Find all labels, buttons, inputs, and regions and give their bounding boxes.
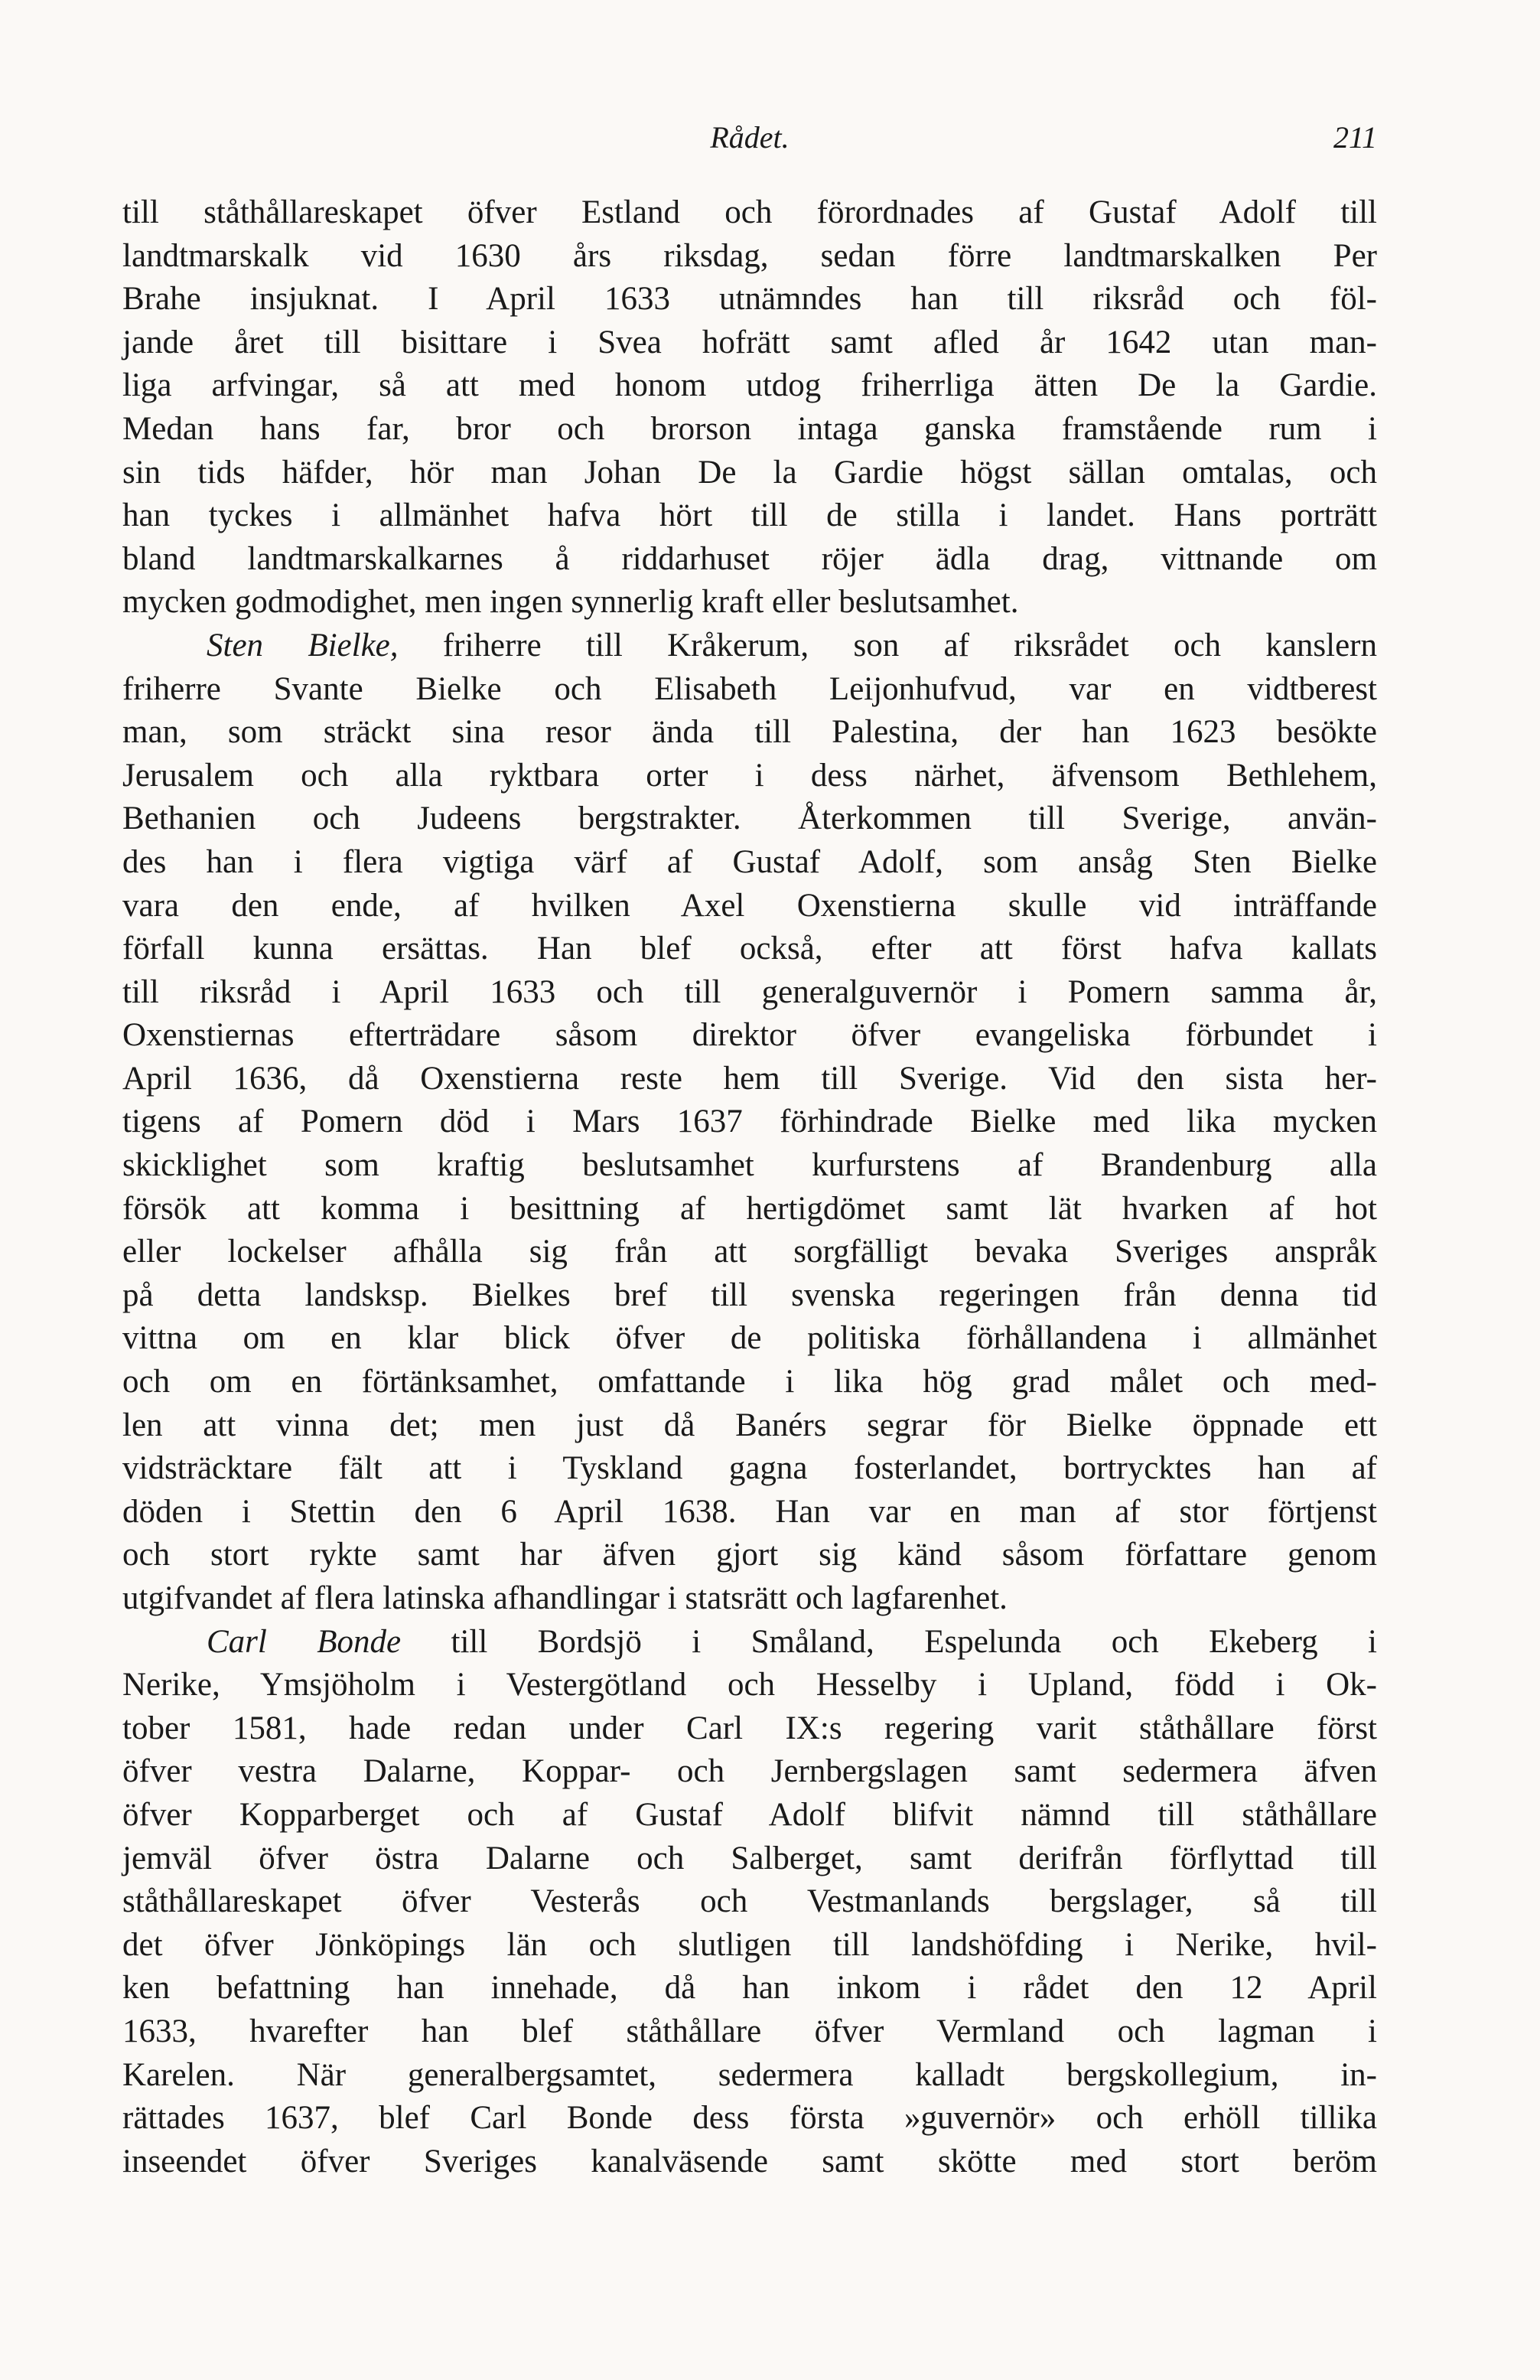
text-line: Medan hans far, bror och brorson intaga ganska framstående rum i (122, 410, 1377, 447)
paragraph-start-line (122, 624, 1377, 668)
name-sten-bielke: Sten Bielke, (207, 627, 399, 663)
page-number: 211 (1333, 120, 1377, 155)
text-line: friherre Svante Bielke och Elisabeth Leijonhufvud, var en vidtberest (122, 670, 1377, 707)
text-line: rättades 1637, blef Carl Bonde dess första »guvernör» och erhöll tillika (122, 2100, 1377, 2137)
text-line: inseendet öfver Sveriges kanalväsende samt skötte med stort beröm (122, 2143, 1377, 2179)
running-head (122, 115, 1377, 161)
text-line: liga arfvingar, så att med honom utdog friherrliga ätten De la Gardie. (122, 367, 1377, 404)
text-line: bland landtmarskalkarnes å riddarhuset röjer ädla drag, vittnande om (122, 540, 1377, 577)
text-line: vidsträcktare fält att i Tyskland gagna fosterlandet, bortrycktes han af (122, 1450, 1377, 1487)
text-fragment: friherre till Kråkerum, son af riksrådet och kanslern (398, 627, 1378, 663)
text-line: jemväl öfver östra Dalarne och Salberget, samt derifrån förflyttad till (122, 1840, 1377, 1876)
text-line: döden i Stettin den 6 April 1638. Han var en man af stor förtjenst (122, 1493, 1377, 1530)
text-line: Brahe insjuknat. I April 1633 utnämndes han till riksråd och föl- (122, 281, 1377, 318)
text-line: till ståthållareskapet öfver Estland och förordnades af Gustaf Adolf till (122, 194, 1377, 230)
text-line: vara den ende, af hvilken Axel Oxenstierna skulle vid inträffande (122, 887, 1377, 924)
text-line: jande året till bisittare i Svea hofrätt samt afled år 1642 utan man- (122, 324, 1377, 360)
text-line: öfver vestra Dalarne, Koppar- och Jernbergslagen samt sedermera äfven (122, 1753, 1377, 1790)
text-line: Bethanien och Judeens bergstrakter. Återkommen till Sverige, använ- (122, 800, 1377, 837)
text-line: Oxenstiernas efterträdare såsom direktor öfver evangeliska förbundet i (122, 1017, 1377, 1054)
text-line: utgifvandet af flera latinska afhandlingar i statsrätt och lagfarenhet. (122, 1580, 1008, 1616)
text-line: tober 1581, hade redan under Carl IX:s regering varit ståthållare först (122, 1710, 1377, 1746)
text-line: till riksråd i April 1633 och till generalguvernör i Pomern samma år, (122, 973, 1377, 1010)
text-line: len att vinna det; men just då Banérs segrar för Bielke öppnade ett (122, 1407, 1377, 1443)
text-line: tigens af Pomern död i Mars 1637 förhindrade Bielke med lika mycken (122, 1104, 1377, 1140)
text-line: man, som sträckt sina resor ända till Palestina, der han 1623 besökte (122, 714, 1377, 751)
text-line: Nerike, Ymsjöholm i Vestergötland och Hesselby i Upland, född i Ok- (122, 1667, 1377, 1703)
running-title: Rådet. (710, 120, 790, 155)
text-line: öfver Kopparberget och af Gustaf Adolf blifvit nämnd till ståthållare (122, 1796, 1377, 1833)
text-line: ken befattning han innehade, då han inkom i rådet den 12 April (122, 1970, 1377, 2007)
text-line: han tyckes i allmänhet hafva hört till de stilla i landet. Hans porträtt (122, 497, 1377, 534)
name-carl-bonde: Carl Bonde (207, 1623, 402, 1660)
text-line: mycken godmodighet, men ingen synnerlig kraft eller beslutsamhet. (122, 584, 1019, 621)
body-text (122, 191, 1377, 2183)
text-line: vittna om en klar blick öfver de politiska förhållandena i allmänhet (122, 1320, 1377, 1357)
text-line: landtmarskalk vid 1630 års riksdag, sedan förre landtmarskalken Per (122, 237, 1377, 274)
text-line: ståthållareskapet öfver Vesterås och Vestmanlands bergslager, så till (122, 1883, 1377, 1920)
text-line: och stort rykte samt har äfven gjort sig känd såsom författare genom (122, 1537, 1377, 1573)
text-line: och om en förtänksamhet, omfattande i lika hög grad målet och med- (122, 1364, 1377, 1400)
text-line: Jerusalem och alla ryktbara orter i dess närhet, äfvensom Bethlehem, (122, 757, 1377, 794)
paragraph-start-line (122, 1621, 1377, 1664)
text-line: 1633, hvarefter han blef ståthållare öfver Vermland och lagman i (122, 2013, 1377, 2049)
text-fragment: till Bordsjö i Småland, Espelunda och Ekeberg i (401, 1623, 1377, 1660)
text-line: des han i flera vigtiga värf af Gustaf Adolf, som ansåg Sten Bielke (122, 843, 1377, 880)
text-line: Karelen. När generalbergsamtet, sedermera kalladt bergskollegium, in- (122, 2056, 1377, 2093)
text-line: försök att komma i besittning af hertigdömet samt lät hvarken af hot (122, 1190, 1377, 1227)
text-line: det öfver Jönköpings län och slutligen till landshöfding i Nerike, hvil- (122, 1926, 1377, 1963)
text-line: skicklighet som kraftig beslutsamhet kurfurstens af Brandenburg alla (122, 1147, 1377, 1184)
text-line: eller lockelser afhålla sig från att sorgfälligt bevaka Sveriges anspråk (122, 1234, 1377, 1270)
text-line: på detta landsksp. Bielkes bref till svenska regeringen från denna tid (122, 1276, 1377, 1313)
text-line: förfall kunna ersättas. Han blef också, efter att först hafva kallats (122, 931, 1377, 967)
text-line: sin tids häfder, hör man Johan De la Gardie högst sällan omtalas, och (122, 454, 1377, 491)
text-line: April 1636, då Oxenstierna reste hem till Sverige. Vid den sista her- (122, 1060, 1377, 1097)
